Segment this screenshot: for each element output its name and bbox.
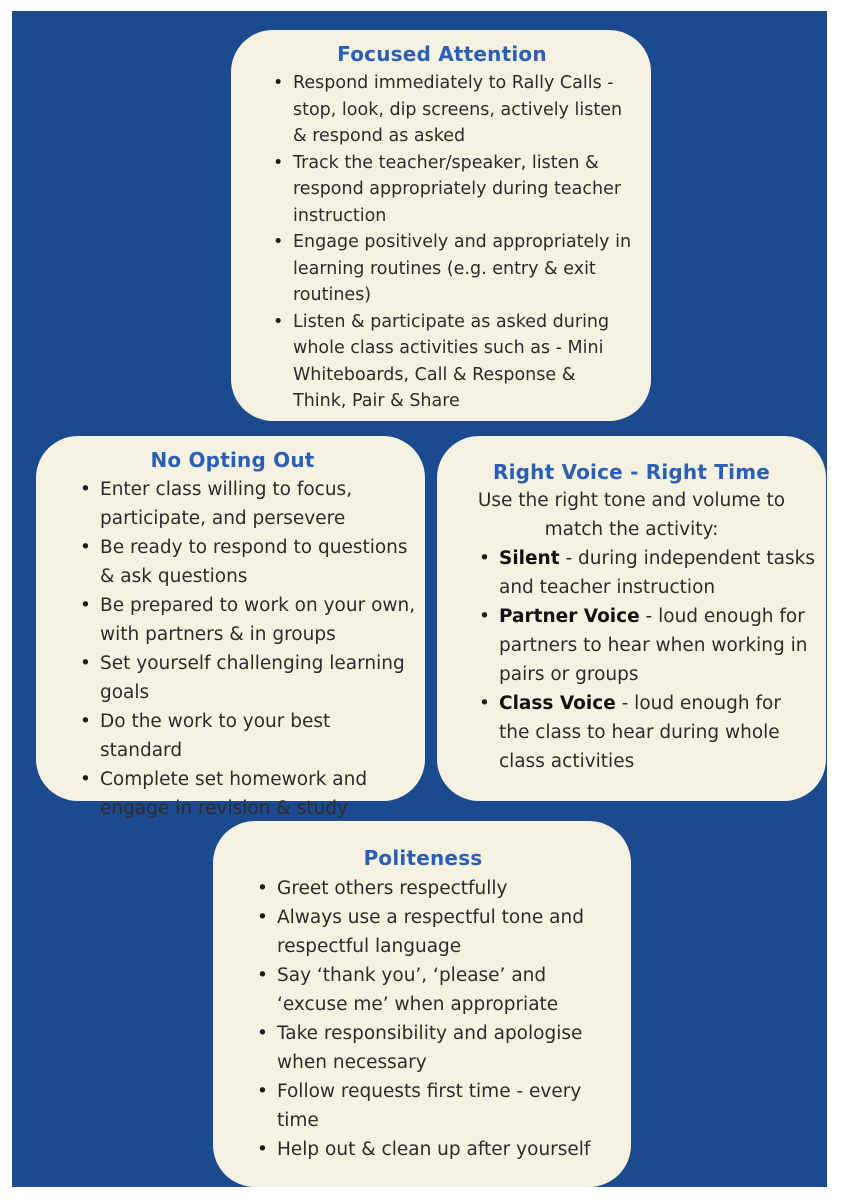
voice-term: Partner Voice [499,606,640,627]
politeness-card [213,821,631,1187]
list-item: • Enter class willing to focus, participate, and persevere [100,475,417,533]
voice-term: Silent [499,548,560,569]
list-item: • Greet others respectfully [277,874,621,903]
right-voice-title: Right Voice - Right Time [493,460,770,484]
focused-attention-list [271,70,633,415]
list-item: • Help out & clean up after yourself [277,1135,621,1164]
list-item: • Take responsibility and apologise when necessary [277,1019,621,1077]
list-item: • Track the teacher/speaker, listen & respond appropriately during teacher instruction [293,150,633,230]
right-voice-card [437,436,826,801]
list-item [499,602,816,689]
voice-description: - loud enough for the class to hear during whole class activities [499,693,781,772]
list-item: • Be prepared to work on your own, with partners & in groups [100,591,417,649]
list-item: • Follow requests first time - every time [277,1077,621,1135]
list-item: • Engage positively and appropriately in learning routines (e.g. entry & exit routines) [293,229,633,309]
politeness-list [255,874,621,1164]
list-item: • Be ready to respond to questions & ask questions [100,533,417,591]
voice-description: - during independent tasks and teacher instruction [499,548,815,598]
list-item: • Respond immediately to Rally Calls - stop, look, dip screens, actively listen & respond as asked [293,70,633,150]
no-opting-out-title: No Opting Out [150,448,315,472]
list-item [499,689,816,776]
list-item: • Do the work to your best standard [100,707,417,765]
list-item: • Listen & participate as asked during whole class activities such as - Mini Whiteboards, Call & Response & Think, Pair & Share [293,309,633,415]
list-item: • Set yourself challenging learning goals [100,649,417,707]
voice-description: - loud enough for partners to hear when working in pairs or groups [499,606,808,685]
focused-attention-card [231,30,651,421]
focused-attention-title: Focused Attention [337,42,547,66]
politeness-title: Politeness [363,846,483,870]
no-opting-out-list [78,475,417,823]
list-item [499,544,816,602]
list-item: • Always use a respectful tone and respectful language [277,903,621,961]
no-opting-out-card [36,436,425,819]
list-item: • Say ‘thank you’, ‘please’ and ‘excuse me’ when appropriate [277,961,621,1019]
right-voice-list [477,544,816,776]
list-item: • Complete set homework and engage in revision & study [100,765,417,823]
expectations-poster [12,11,827,1187]
right-voice-intro: Use the right tone and volume to match the activity: [477,490,786,540]
voice-term: Class Voice [499,693,616,714]
